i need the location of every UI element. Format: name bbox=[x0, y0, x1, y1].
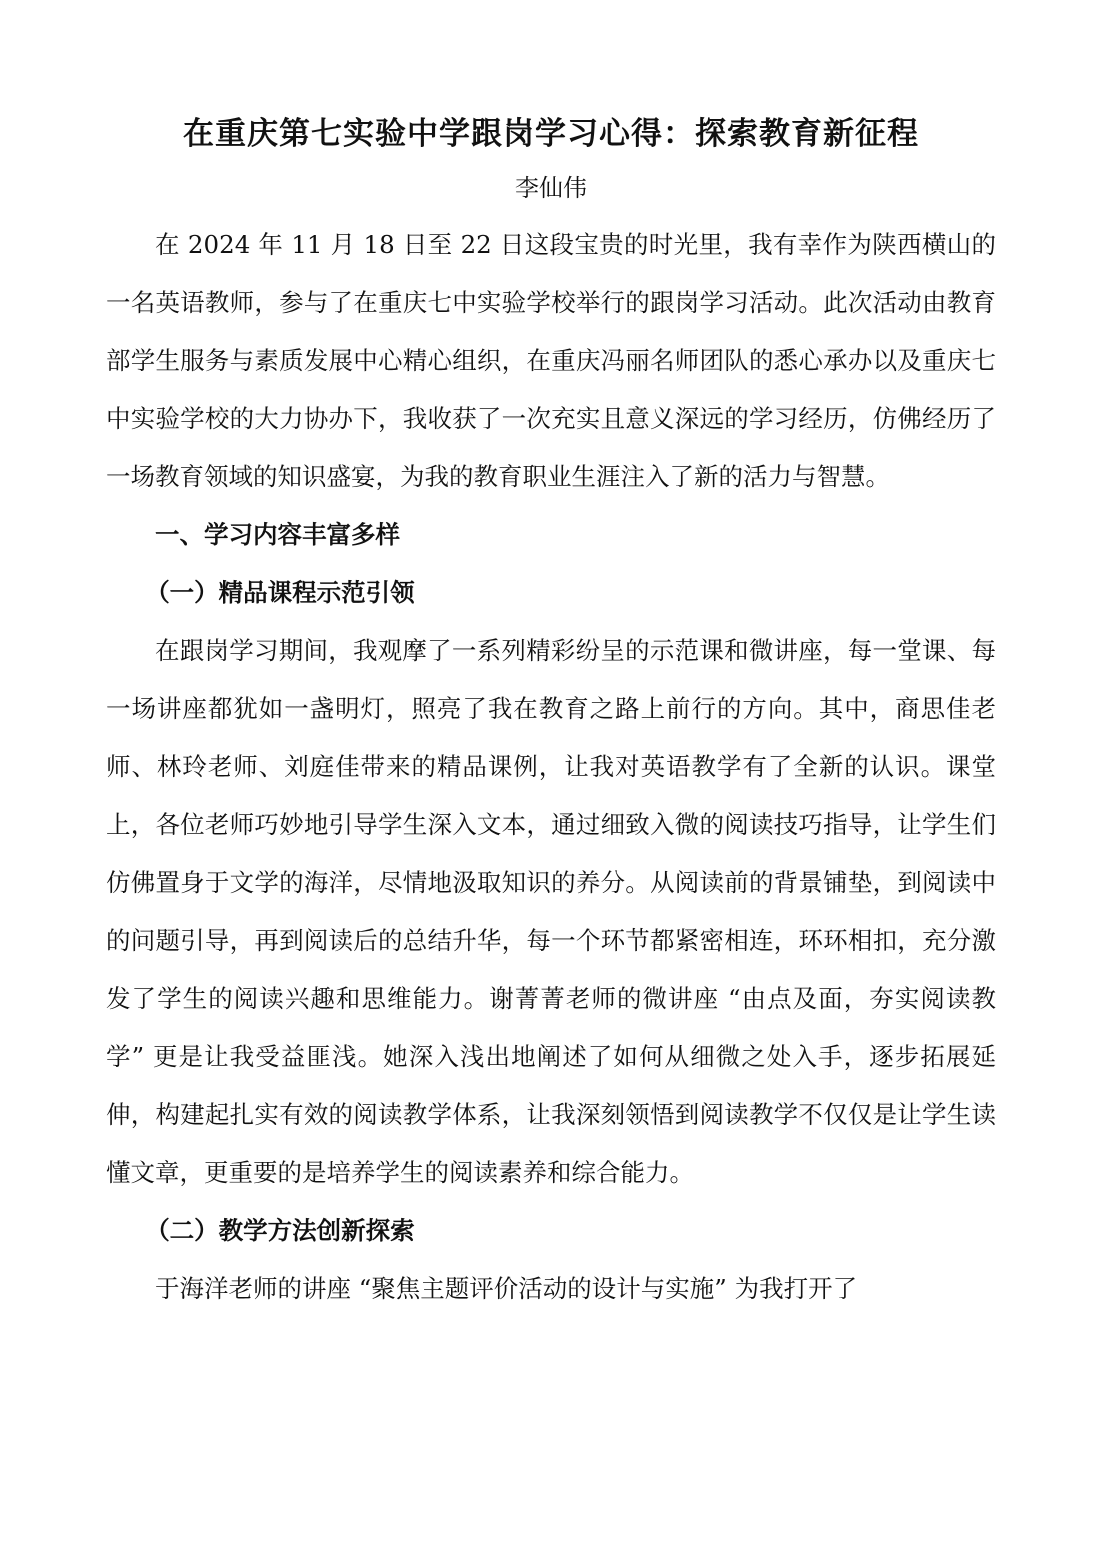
author-name: 李仙伟 bbox=[515, 174, 587, 202]
subsection-heading-2: （二）教学方法创新探索 bbox=[145, 1216, 415, 1245]
document-body bbox=[106, 108, 996, 1318]
subsection-1-paragraph: 在跟岗学习期间，我观摩了一系列精彩纷呈的示范课和微讲座，每一堂课、每一场讲座都犹如一盏明灯，照亮了我在教育之路上前行的方向。其中，商思佳老师、林玲老师、刘庭佳带来的精品课例，让我对英语教学有了全新的认识。课堂上，各位老师巧妙地引导学生深入文本，通过细致入微的阅读技巧指导，让学生们仿佛置身于文学的海洋，尽情地汲取知识的养分。从阅读前的背景铺垫，到阅读中的问题引导，再到阅读后的总结升华，每一个环节都紧密相连，环环相扣，充分激发了学生的阅读兴趣和思维能力。谢菁菁老师的微讲座 “由点及面，夯实阅读教学” 更是让我受益匪浅。她深入浅出地阐述了如何从细微之处入手，逐步拓展延伸，构建起扎实有效的阅读教学体系，让我深刻领悟到阅读教学不仅仅是让学生读懂文章，更重要的是培养学生的阅读素养和综合能力。 bbox=[106, 636, 996, 1187]
subsection-2-paragraph: 于海洋老师的讲座 “聚焦主题评价活动的设计与实施” 为我打开了 bbox=[155, 1274, 858, 1303]
section-heading-1: 一、学习内容丰富多样 bbox=[155, 520, 400, 549]
subsection-heading-1: （一）精品课程示范引领 bbox=[145, 578, 415, 607]
intro-paragraph: 在 2024 年 11 月 18 日至 22 日这段宝贵的时光里，我有幸作为陕西横山的一名英语教师，参与了在重庆七中实验学校举行的跟岗学习活动。此次活动由教育部学生服务与素质发展中心精心组织，在重庆冯丽名师团队的悉心承办以及重庆七中实验学校的大力协办下，我收获了一次充实且意义深远的学习经历，仿佛经历了一场教育领域的知识盛宴，为我的教育职业生涯注入了新的活力与智慧。 bbox=[106, 230, 996, 491]
document-title: 在重庆第七实验中学跟岗学习心得：探索教育新征程 bbox=[183, 116, 919, 152]
